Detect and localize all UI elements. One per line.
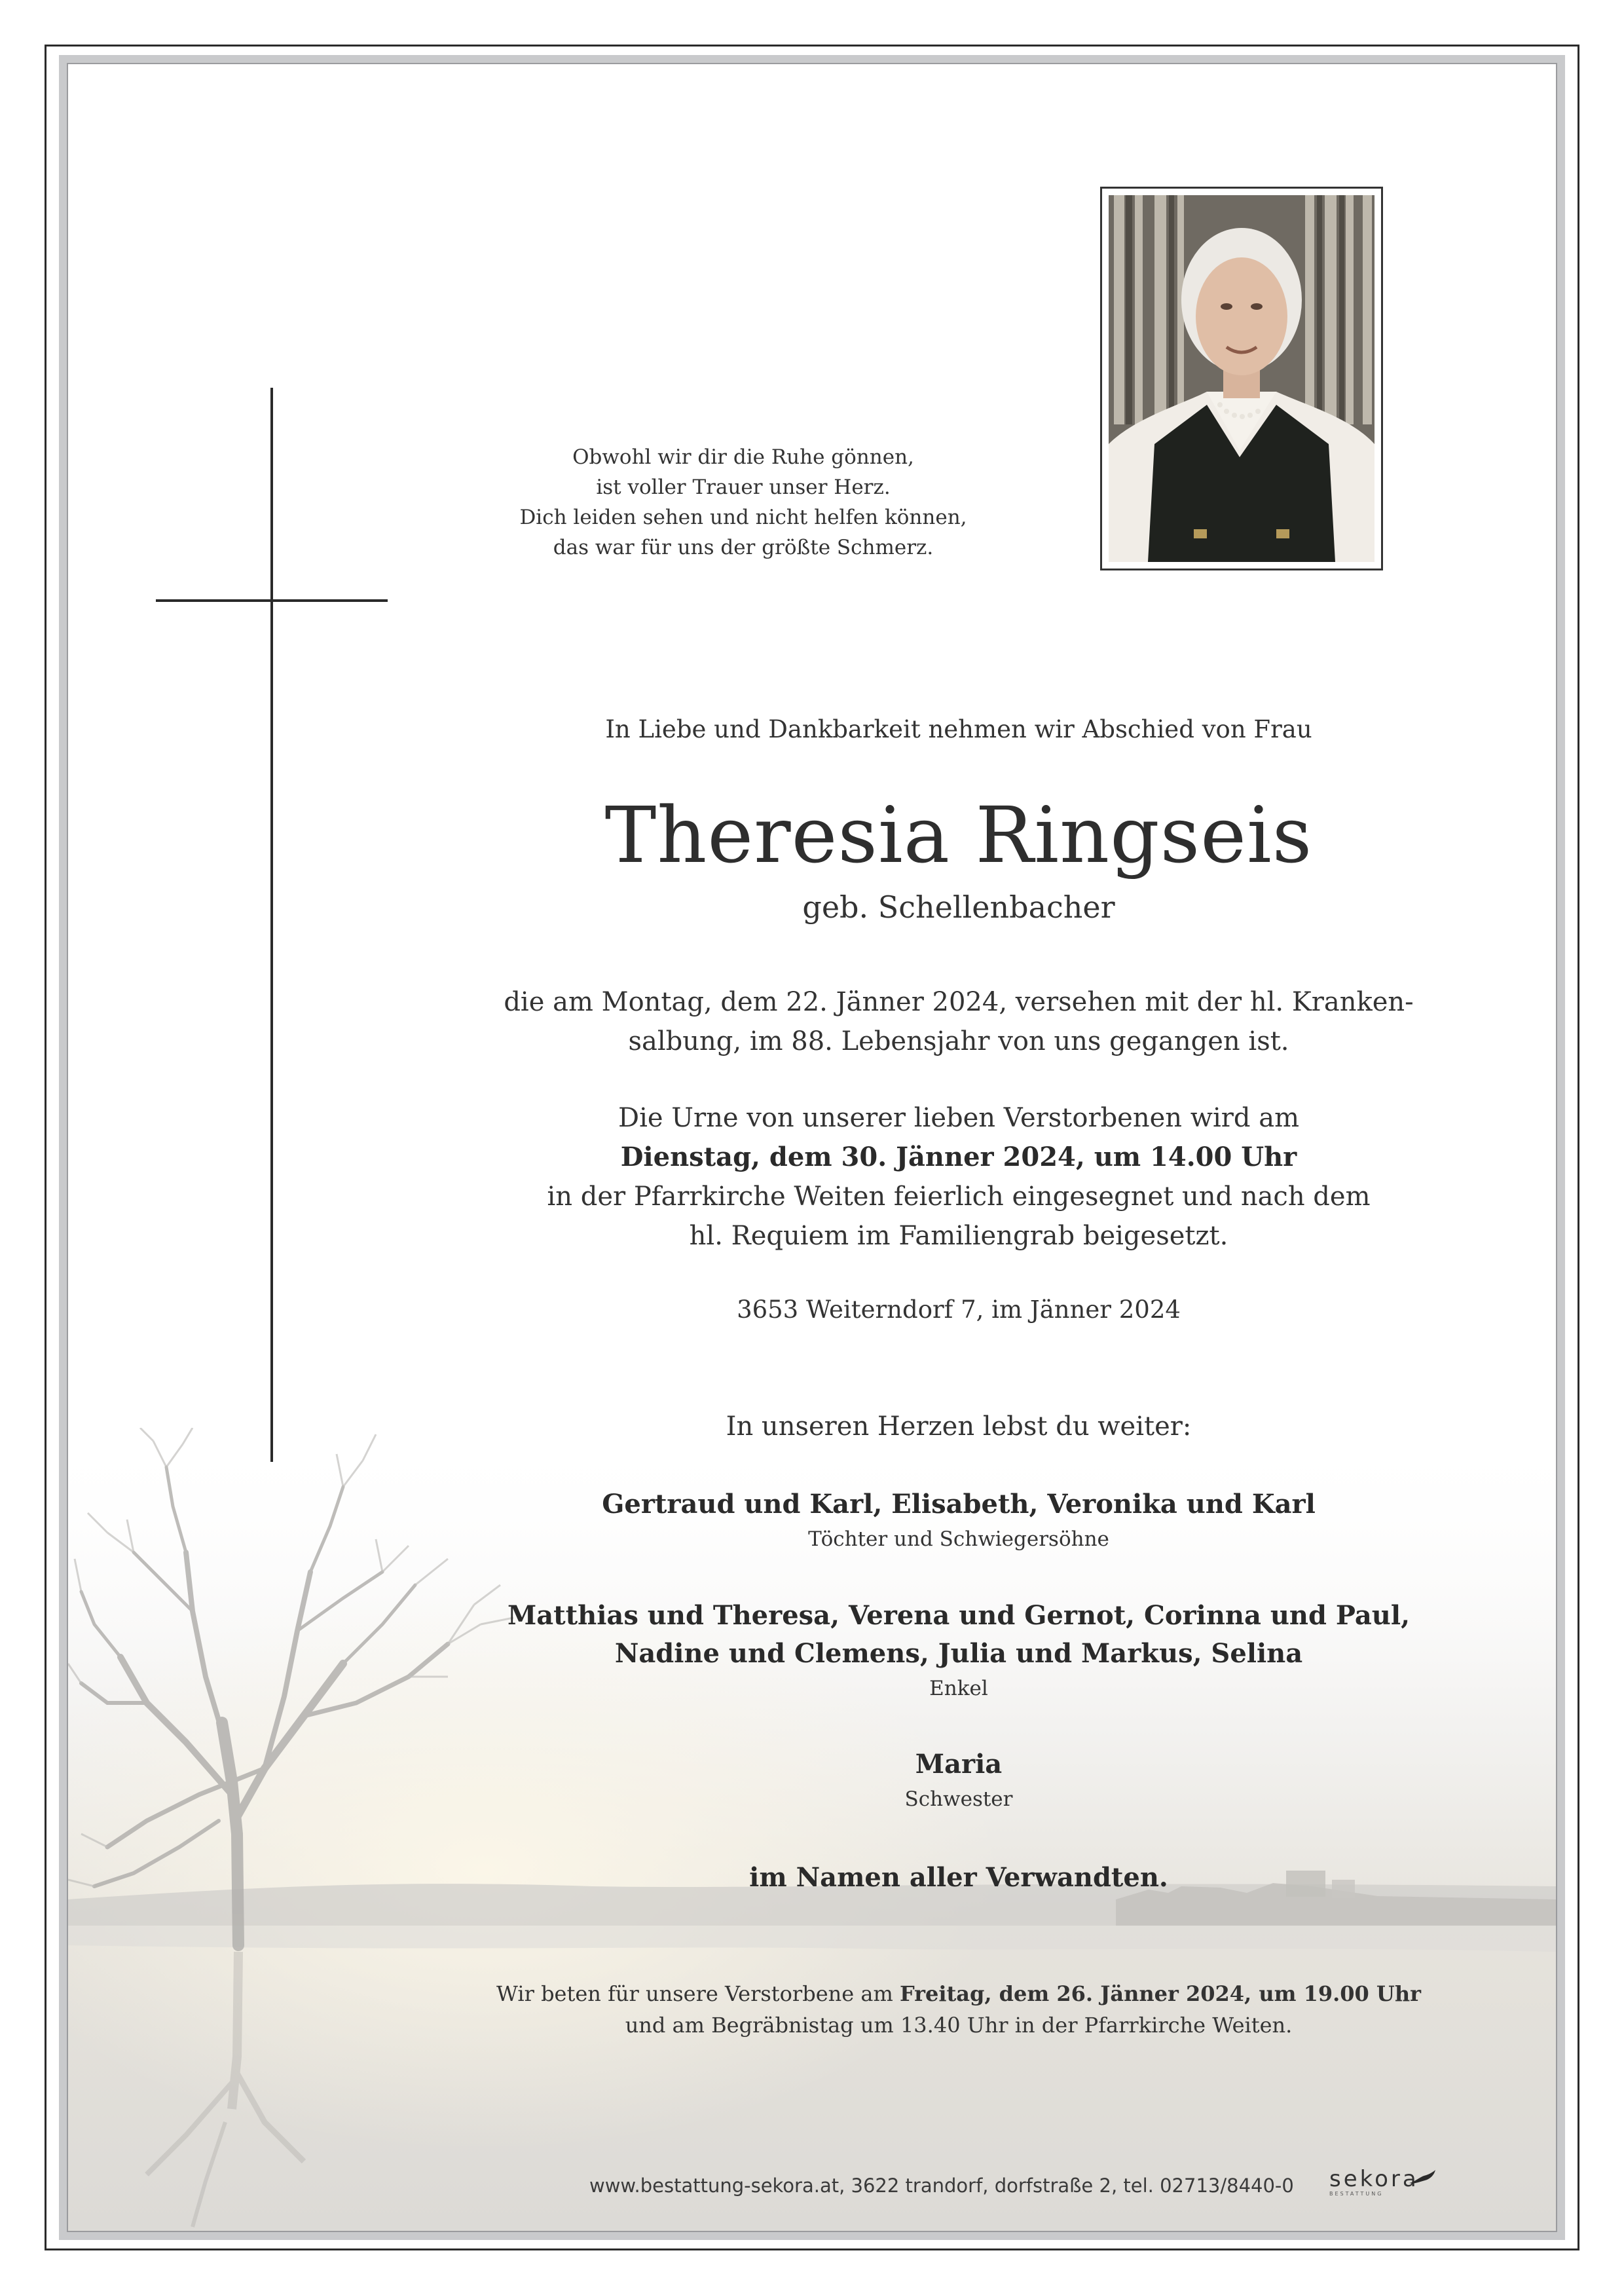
poem-line: Dich leiden sehen und nicht helfen können, (519, 506, 967, 529)
logo-subtext: BESTATTUNG (1329, 2191, 1384, 2197)
sekora-logo (1329, 2166, 1434, 2212)
portrait-frame (1100, 187, 1383, 570)
death-notice-line: salbung, im 88. Lebensjahr von uns gegangen ist. (628, 1026, 1289, 1056)
intro-text: In Liebe und Dankbarkeit nehmen wir Abschied von Frau (605, 715, 1312, 743)
portrait-photo (1109, 195, 1375, 562)
hearts-heading: In unseren Herzen lebst du weiter: (726, 1411, 1192, 1442)
cross-vertical-bar (270, 388, 273, 1462)
family-group (396, 1745, 1522, 1814)
poem-line: das war für uns der größte Schmerz. (553, 536, 934, 559)
death-notice-line: die am Montag, dem 22. Jänner 2024, versehen mit der hl. Kranken- (504, 987, 1414, 1017)
family-relation: Töchter und Schwiegersöhne (808, 1527, 1109, 1551)
funeral-line: Die Urne von unserer lieben Verstorbenen wird am (618, 1103, 1299, 1133)
funeral-line: in der Pfarrkirche Weiten feierlich eingesegnet und nach dem (547, 1182, 1371, 1212)
family-names: Nadine und Clemens, Julia und Markus, Selina (614, 1638, 1303, 1669)
bird-icon (1408, 2170, 1437, 2187)
family-group (396, 1597, 1522, 1703)
family-group (396, 1485, 1522, 1554)
birth-name: geb. Schellenbacher (802, 889, 1115, 925)
all-relatives: im Namen aller Verwandten. (749, 1862, 1168, 1893)
poem (458, 442, 1028, 563)
family-relation: Schwester (904, 1787, 1013, 1811)
prayer-line-text: Wir beten für unsere Verstorbene am (496, 1981, 900, 2006)
death-notice (396, 982, 1522, 1061)
funeral-line: hl. Requiem im Familiengrab beigesetzt. (689, 1221, 1228, 1251)
prayer-line: und am Begräbnistag um 13.40 Uhr in der Pfarrkirche Weiten. (625, 2013, 1293, 2038)
family-names: Maria (915, 1749, 1003, 1780)
family-names: Matthias und Theresa, Verena und Gernot, Corinna und Paul, (507, 1600, 1411, 1631)
funeral-notice (396, 1098, 1522, 1256)
logo-text: sekora (1329, 2166, 1419, 2192)
prayer-notice (396, 1978, 1522, 2041)
place-date: 3653 Weiterndorf 7, im Jänner 2024 (737, 1296, 1181, 1324)
poem-line: Obwohl wir dir die Ruhe gönnen, (572, 445, 914, 469)
funeral-date: Dienstag, dem 30. Jänner 2024, um 14.00 Uhr (620, 1142, 1297, 1172)
prayer-date: Freitag, dem 26. Jänner 2024, um 19.00 Uhr (899, 1981, 1421, 2006)
prayer-line (396, 1978, 1522, 2009)
footer-contact: www.bestattung-sekora.at, 3622 trandorf, dorfstraße 2, tel. 02713/8440-0 (589, 2174, 1294, 2197)
deceased-name: Theresia Ringseis (604, 790, 1313, 880)
family-names: Gertraud und Karl, Elisabeth, Veronika und Karl (602, 1489, 1316, 1520)
family-relation: Enkel (929, 1677, 988, 1700)
cross-horizontal-bar (156, 599, 388, 602)
poem-line: ist voller Trauer unser Herz. (596, 476, 891, 499)
